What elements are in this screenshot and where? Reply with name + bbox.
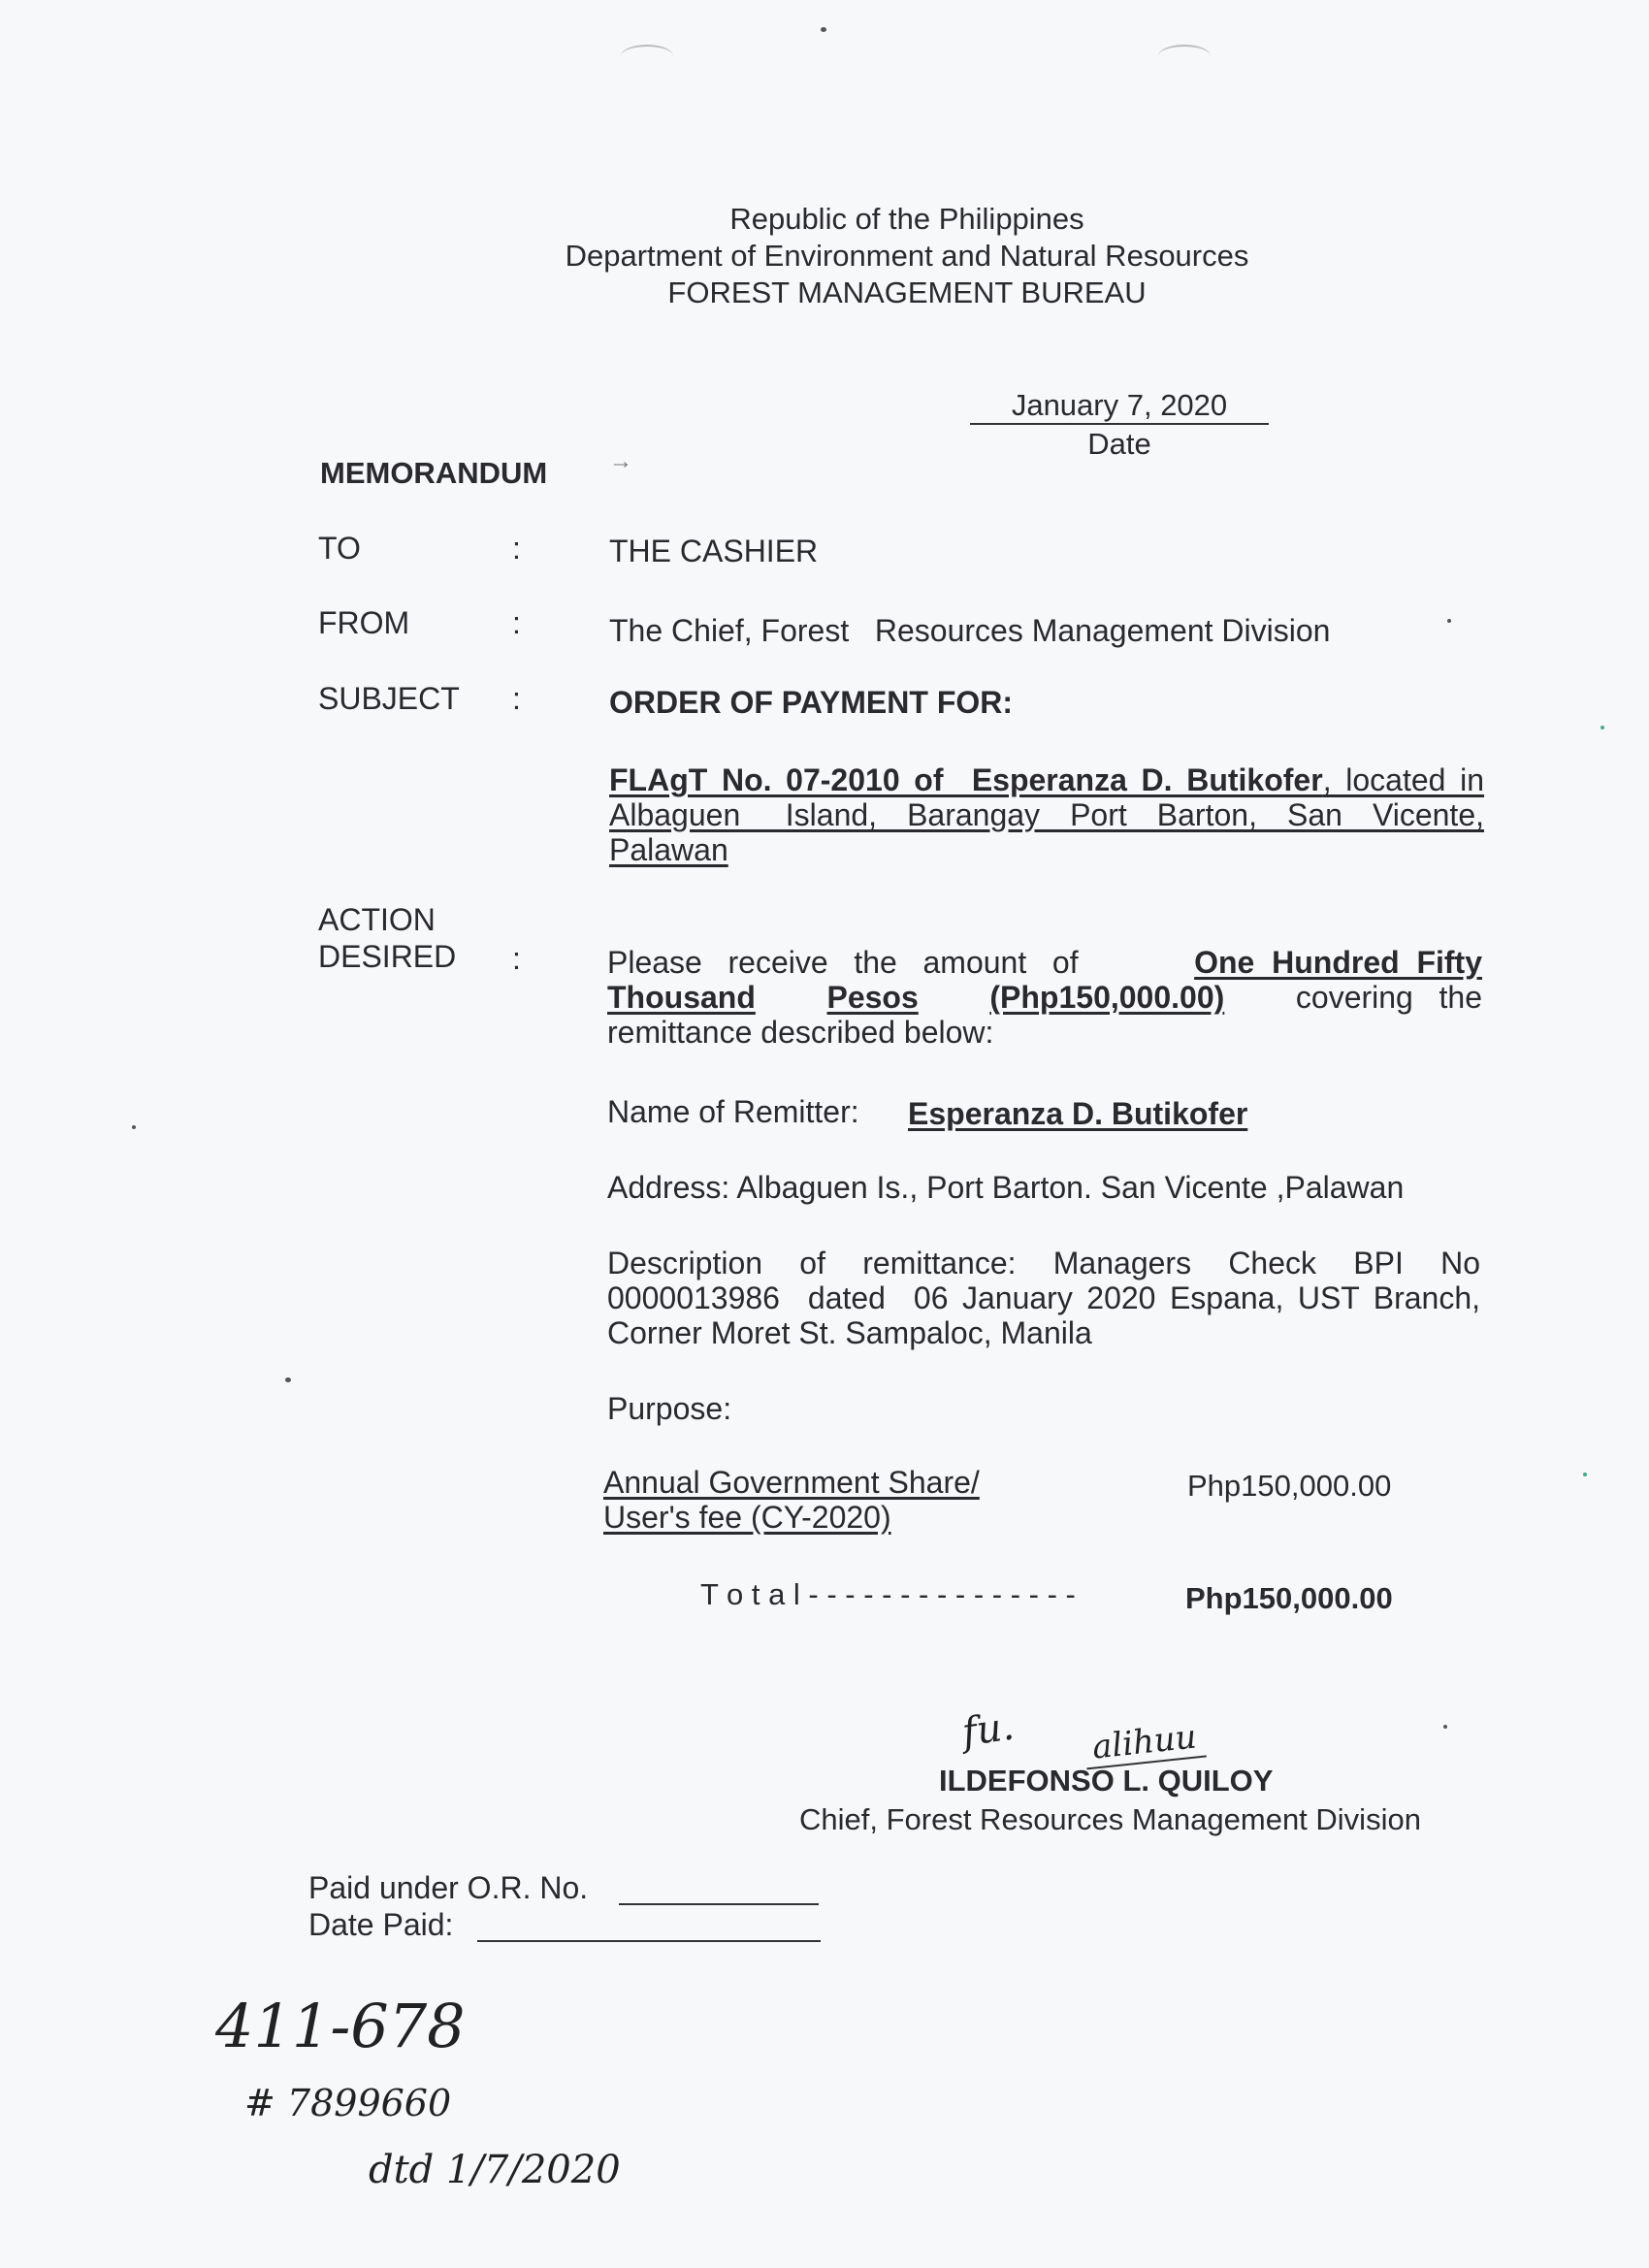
to-value: THE CASHIER bbox=[609, 534, 819, 568]
initials-signature: fu. bbox=[959, 1703, 1018, 1756]
description-line1: Description of remittance: Managers Check BPI No bbox=[607, 1246, 1480, 1280]
scan-speck bbox=[132, 1125, 136, 1129]
memo-title: MEMORANDUM bbox=[320, 456, 548, 490]
located-in-text: , located in bbox=[1322, 762, 1485, 797]
subject-colon: : bbox=[512, 681, 521, 716]
punch-hole-mark bbox=[1158, 45, 1211, 68]
subject-value: ORDER OF PAYMENT FOR: bbox=[609, 685, 1014, 720]
remitter-name: Esperanza D. Butikofer bbox=[908, 1096, 1248, 1131]
date-block bbox=[970, 388, 1269, 464]
to-label: TO bbox=[318, 531, 361, 566]
location-province: Palawan bbox=[609, 832, 728, 867]
amount-words-part1: One Hundred Fifty bbox=[1194, 945, 1482, 980]
purpose-label: Purpose: bbox=[607, 1391, 732, 1426]
signatory-name: ILDEFONSO L. QUILOY bbox=[939, 1764, 1274, 1798]
subject-label: SUBJECT bbox=[318, 681, 460, 716]
purpose-item-line1: Annual Government Share/ bbox=[603, 1465, 980, 1500]
scan-speck bbox=[821, 27, 826, 32]
description-line3: Corner Moret St. Sampaloc, Manila bbox=[607, 1315, 1092, 1350]
from-label: FROM bbox=[318, 605, 410, 640]
or-number-label: Paid under O.R. No. bbox=[308, 1870, 589, 1905]
action-line2-suffix: covering the bbox=[1295, 980, 1482, 1015]
purpose-item-line2: User's fee (CY-2020) bbox=[603, 1500, 891, 1535]
handwritten-signature: alihuu bbox=[1083, 1717, 1206, 1770]
amount-figure: (Php150,000.00) bbox=[989, 980, 1225, 1015]
agency-line-fmb: FOREST MANAGEMENT BUREAU bbox=[667, 275, 1147, 309]
action-line1-prefix: Please receive the amount of bbox=[607, 945, 1079, 980]
action-text bbox=[607, 945, 1482, 1050]
amount-words-part2: Thousand bbox=[607, 980, 756, 1015]
handwritten-note-1: 411-678 bbox=[215, 1991, 466, 2061]
scan-speck bbox=[1443, 1725, 1447, 1729]
handwritten-note-2: # 7899660 bbox=[244, 2082, 452, 2124]
remitter-label: Name of Remitter: bbox=[607, 1094, 859, 1129]
date-paid-line bbox=[477, 1940, 821, 1942]
arrow-mark-icon: → bbox=[609, 448, 632, 474]
purpose-item bbox=[603, 1465, 980, 1535]
action-line3: remittance described below: bbox=[607, 1015, 994, 1050]
signatory-title: Chief, Forest Resources Management Division bbox=[799, 1802, 1421, 1836]
from-colon: : bbox=[512, 605, 521, 640]
scan-speck bbox=[1447, 619, 1451, 623]
or-number-line bbox=[619, 1903, 819, 1905]
from-value: The Chief, Forest Resources Management Division bbox=[609, 613, 1331, 648]
date-label: Date bbox=[1087, 427, 1151, 461]
purpose-item-amount: Php150,000.00 bbox=[1187, 1469, 1392, 1503]
action-colon: : bbox=[512, 941, 521, 976]
total-amount: Php150,000.00 bbox=[1185, 1581, 1393, 1615]
remittance-description bbox=[607, 1246, 1480, 1350]
handwritten-note-3: dtd 1/7/2020 bbox=[369, 2148, 621, 2192]
total-label: T o t a l - - - - - - - - - - - - - - - bbox=[700, 1577, 1076, 1611]
remitter-address: Address: Albaguen Is., Port Barton. San Vicente ,Palawan bbox=[607, 1170, 1405, 1205]
subject-detail bbox=[609, 762, 1484, 867]
location-line: Albaguen Island, Barangay Port Barton, San Vicente, bbox=[609, 797, 1484, 832]
agency-line-denr: Department of Environment and Natural Resources bbox=[565, 239, 1249, 273]
punch-hole-mark bbox=[621, 45, 673, 68]
date-paid-label: Date Paid: bbox=[308, 1907, 454, 1942]
amount-words-part3: Pesos bbox=[826, 980, 919, 1015]
description-line2: 0000013986 dated 06 January 2020 Espana, UST Branch, bbox=[607, 1280, 1480, 1315]
scan-speck bbox=[1583, 1473, 1587, 1476]
agency-line-republic: Republic of the Philippines bbox=[729, 202, 1084, 236]
scan-speck bbox=[1600, 726, 1604, 729]
to-colon: : bbox=[512, 531, 521, 566]
action-label-2: DESIRED bbox=[318, 939, 457, 974]
flagt-reference: FLAgT No. 07-2010 of Esperanza D. Butikofer bbox=[609, 762, 1323, 797]
action-label-1: ACTION bbox=[318, 902, 436, 937]
date-value: January 7, 2020 bbox=[970, 388, 1269, 425]
scan-speck bbox=[285, 1377, 291, 1382]
